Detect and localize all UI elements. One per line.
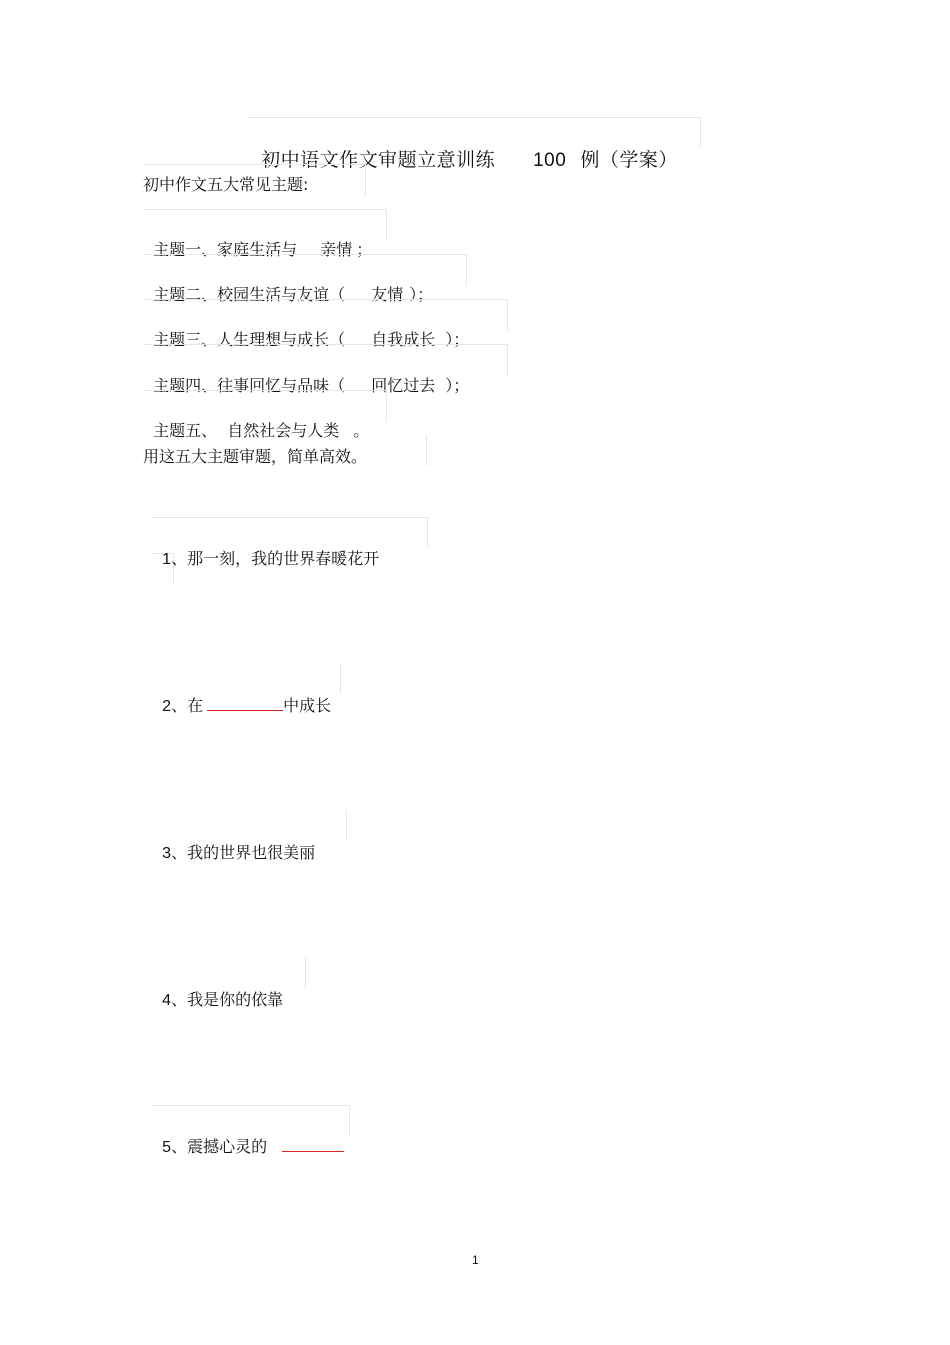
exercise-5-before: 、震撼心灵的 bbox=[171, 1137, 268, 1156]
theme-1-end: ； bbox=[356, 240, 373, 259]
exercise-5 bbox=[152, 1115, 344, 1157]
theme-4-keyword: 回忆过去 bbox=[371, 376, 436, 395]
exercise-3-number: 3 bbox=[162, 845, 172, 862]
theme-4-end: ）； bbox=[445, 376, 470, 395]
exercise-4-text: 、我是你的依靠 bbox=[171, 990, 284, 1009]
theme-2-keyword: 友情 bbox=[371, 285, 404, 304]
theme-1 bbox=[143, 218, 372, 260]
exercise-1-text: 、那一刻，我的世界春暖花开 bbox=[171, 549, 380, 568]
exercise-2-before: 、在 bbox=[171, 696, 204, 715]
exercise-2-blank[interactable] bbox=[207, 694, 283, 711]
exercise-3 bbox=[152, 821, 315, 863]
exercise-1 bbox=[152, 527, 379, 569]
theme-2-end: ）； bbox=[409, 285, 434, 304]
summary-text: 用这五大主题审题，简单高效。 bbox=[143, 447, 368, 466]
exercise-4-number: 4 bbox=[162, 992, 172, 1009]
theme-4 bbox=[143, 354, 469, 396]
theme-3 bbox=[143, 308, 469, 350]
theme-2 bbox=[143, 263, 433, 305]
exercise-4 bbox=[152, 968, 283, 1010]
theme-3-keyword: 自我成长 bbox=[371, 330, 436, 349]
theme-3-prefix: 主题三、人生理想与成长（ bbox=[153, 330, 346, 349]
title-suffix: 例（学案） bbox=[580, 149, 678, 171]
exercise-1-number: 1 bbox=[162, 551, 172, 568]
theme-4-prefix: 主题四、往事回忆与品味（ bbox=[153, 376, 346, 395]
theme-1-prefix: 主题一、家庭生活与 bbox=[153, 240, 298, 259]
theme-5-prefix: 主题五、 bbox=[153, 421, 218, 440]
theme-5-end: 。 bbox=[353, 421, 370, 440]
theme-5 bbox=[143, 399, 369, 441]
title-main: 初中语文作文审题立意训练 bbox=[261, 149, 496, 171]
page-number: 1 bbox=[472, 1253, 479, 1267]
theme-5-keyword: 自然社会与人类 bbox=[227, 421, 340, 440]
theme-1-keyword: 亲情 bbox=[320, 240, 353, 259]
exercise-3-text: 、我的世界也很美丽 bbox=[171, 843, 316, 862]
exercise-5-number: 5 bbox=[162, 1139, 172, 1156]
theme-2-prefix: 主题二、校园生活与友谊（ bbox=[153, 285, 346, 304]
exercise-2-after: 中成长 bbox=[283, 696, 332, 715]
theme-3-end: ）； bbox=[445, 330, 470, 349]
exercise-2-number: 2 bbox=[162, 698, 172, 715]
exercise-5-blank[interactable] bbox=[282, 1135, 344, 1152]
exercise-2 bbox=[152, 674, 331, 716]
page-title bbox=[248, 123, 678, 172]
intro-text: 初中作文五大常见主题: bbox=[143, 175, 309, 194]
title-count: 100 bbox=[533, 150, 567, 171]
